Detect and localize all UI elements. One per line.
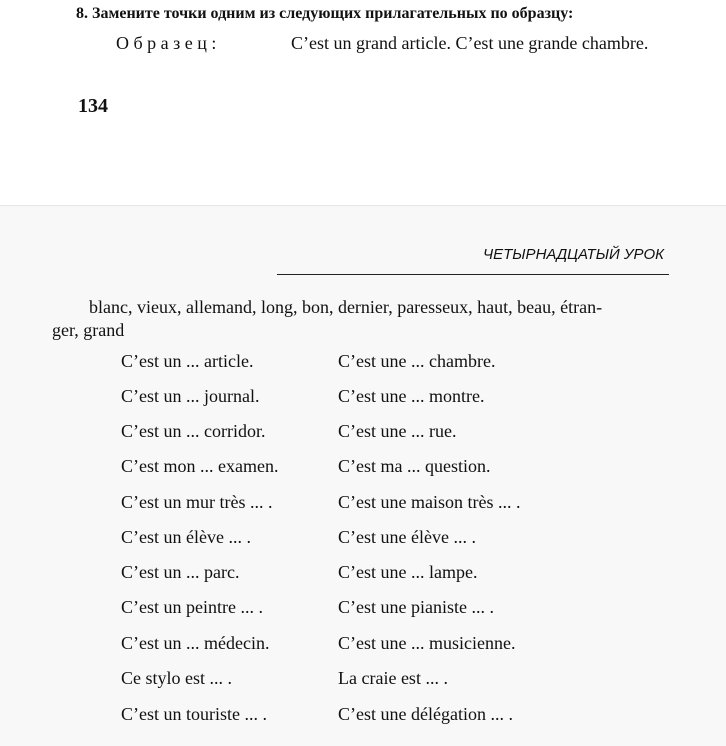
page-number: 134 — [78, 95, 108, 117]
sample-label: Образец: — [116, 33, 221, 53]
feminine-sentence-9: C’est une ... musicienne. — [338, 633, 516, 653]
adjectives-line-2: ger, grand — [52, 320, 125, 340]
page-seam — [0, 205, 726, 206]
masculine-sentence-10: Ce stylo est ... . — [121, 668, 232, 688]
masculine-sentence-6: C’est un élève ... . — [121, 527, 251, 547]
feminine-sentence-10: La craie est ... . — [338, 668, 448, 688]
running-head-rule — [277, 274, 669, 275]
masculine-sentence-9: C’est un ... médecin. — [121, 633, 270, 653]
exercise-heading: 8. Замените точки одним из следующих прилагательных по образцу: — [76, 5, 574, 22]
masculine-sentence-1: C’est un ... article. — [121, 351, 254, 371]
feminine-sentence-4: C’est ma ... question. — [338, 456, 491, 476]
sample-text: C’est un grand article. C’est une grande chambre. — [291, 33, 649, 53]
masculine-sentence-2: C’est un ... journal. — [121, 386, 260, 406]
feminine-sentence-7: C’est une ... lampe. — [338, 562, 478, 582]
feminine-sentence-8: C’est une pianiste ... . — [338, 597, 494, 617]
masculine-sentence-8: C’est un peintre ... . — [121, 597, 263, 617]
masculine-sentence-5: C’est un mur très ... . — [121, 492, 273, 512]
feminine-sentence-3: C’est une ... rue. — [338, 421, 457, 441]
masculine-sentence-4: C’est mon ... examen. — [121, 456, 279, 476]
feminine-sentence-11: C’est une délégation ... . — [338, 704, 513, 724]
top-page — [0, 0, 726, 205]
masculine-sentence-3: C’est un ... corridor. — [121, 421, 266, 441]
feminine-sentence-1: C’est une ... chambre. — [338, 351, 496, 371]
adjectives-line-1: blanc, vieux, allemand, long, bon, dernier, paresseux, haut, beau, étran- — [89, 297, 603, 317]
feminine-sentence-5: C’est une maison très ... . — [338, 492, 521, 512]
masculine-sentence-11: C’est un touriste ... . — [121, 704, 267, 724]
feminine-sentence-2: C’est une ... montre. — [338, 386, 485, 406]
running-head: ЧЕТЫРНАДЦАТЫЙ УРОК — [483, 246, 664, 263]
feminine-sentence-6: C’est une élève ... . — [338, 527, 476, 547]
masculine-sentence-7: C’est un ... parc. — [121, 562, 240, 582]
